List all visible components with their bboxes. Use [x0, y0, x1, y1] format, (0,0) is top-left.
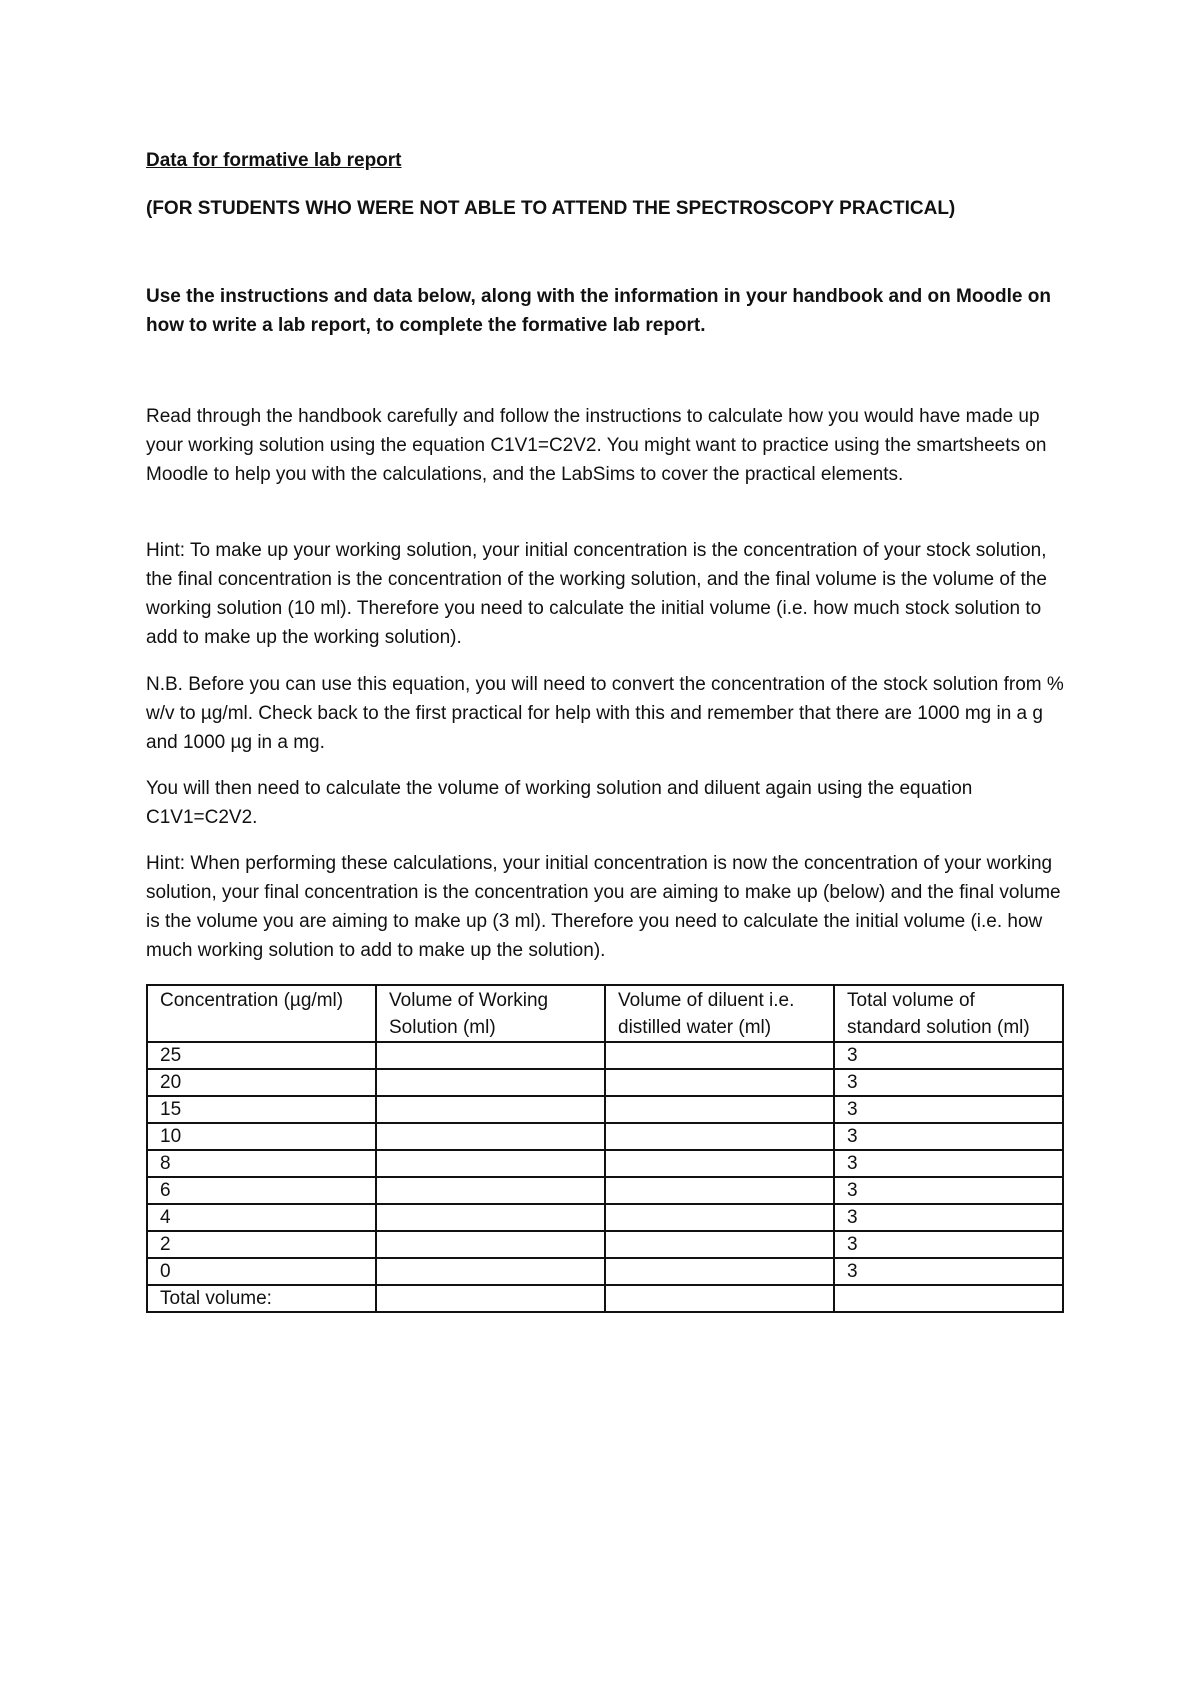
table-row [147, 1204, 1063, 1231]
column-header-diluent-volume: Volume of diluent i.e. distilled water (ml) [605, 985, 834, 1042]
concentration-table [146, 984, 1064, 1313]
table-cell: 2 [147, 1231, 376, 1258]
table-cell [605, 1042, 834, 1069]
table-cell [605, 1204, 834, 1231]
table-cell [605, 1123, 834, 1150]
table-row [147, 1150, 1063, 1177]
table-row [147, 1042, 1063, 1069]
table-cell [376, 1069, 605, 1096]
note-paragraph: N.B. Before you can use this equation, you will need to convert the concentration of the stock solution from % w/v to µg/ml. Check back to the first practical for help with this and remember that there are 1000 mg in a g and 1000 µg in a mg. [146, 674, 1064, 753]
table-cell: 6 [147, 1177, 376, 1204]
table-cell: 3 [834, 1150, 1063, 1177]
table-cell: 3 [834, 1177, 1063, 1204]
table-cell: 4 [147, 1204, 376, 1231]
table-cell: 25 [147, 1042, 376, 1069]
column-header-total-volume: Total volume of standard solution (ml) [834, 985, 1063, 1042]
column-header-concentration: Concentration (µg/ml) [147, 985, 376, 1042]
table-row [147, 1069, 1063, 1096]
table-cell: 8 [147, 1150, 376, 1177]
table-row [147, 1123, 1063, 1150]
table-cell: 3 [834, 1231, 1063, 1258]
table-cell [376, 1042, 605, 1069]
table-row [147, 1258, 1063, 1285]
hint-paragraph: Hint: When performing these calculations, your initial concentration is now the concentration of your working solution, your final concentration is the concentration you are aiming to make up (below) and the final volume is the volume you are aiming to make up (3 ml). Therefore you need to calculate the initial volume (i.e. how much working solution to add to make up the solution). [146, 853, 1061, 961]
table-cell: 15 [147, 1096, 376, 1123]
table-cell [605, 1096, 834, 1123]
table-cell [376, 1285, 605, 1312]
table-total-row [147, 1285, 1063, 1312]
table-cell [376, 1204, 605, 1231]
hint-paragraph: Hint: To make up your working solution, your initial concentration is the concentration of your stock solution, the final concentration is the concentration of the working solution, and the final volume is the volume of the working solution (10 ml). Therefore you need to calculate the initial volume (i.e. how much stock solution to add to make up the working solution). [146, 540, 1047, 648]
table-cell [605, 1177, 834, 1204]
table-row [147, 1096, 1063, 1123]
table-cell [834, 1285, 1063, 1312]
table-cell: 3 [834, 1258, 1063, 1285]
table-cell [605, 1258, 834, 1285]
table-cell: 3 [834, 1042, 1063, 1069]
table-cell: 3 [834, 1123, 1063, 1150]
table-cell: 3 [834, 1069, 1063, 1096]
table-cell [605, 1069, 834, 1096]
table-cell: 10 [147, 1123, 376, 1150]
table-cell: 20 [147, 1069, 376, 1096]
document-subtitle: (FOR STUDENTS WHO WERE NOT ABLE TO ATTEND THE SPECTROSCOPY PRACTICAL) [146, 198, 956, 219]
table-header-row [147, 985, 1063, 1042]
instruction-paragraph: Read through the handbook carefully and follow the instructions to calculate how you would have made up your working solution using the equation C1V1=C2V2. You might want to practice using the smartsheets on Moodle to help you with the calculations, and the LabSims to cover the practical elements. [146, 406, 1047, 485]
table-cell [376, 1150, 605, 1177]
table-cell: 0 [147, 1258, 376, 1285]
table-cell [376, 1177, 605, 1204]
table-cell [605, 1231, 834, 1258]
table-cell [376, 1258, 605, 1285]
table-cell: 3 [834, 1096, 1063, 1123]
column-header-working-volume: Volume of Working Solution (ml) [376, 985, 605, 1042]
table-cell [376, 1096, 605, 1123]
table-row [147, 1177, 1063, 1204]
table-row [147, 1231, 1063, 1258]
table-cell [605, 1285, 834, 1312]
intro-paragraph: Use the instructions and data below, along with the information in your handbook and on Moodle on how to write a lab report, to complete the formative lab report. [146, 286, 1051, 336]
instruction-paragraph: You will then need to calculate the volume of working solution and diluent again using the equation C1V1=C2V2. [146, 778, 973, 828]
table-cell [605, 1150, 834, 1177]
table-cell [376, 1231, 605, 1258]
table-cell: 3 [834, 1204, 1063, 1231]
table-cell [376, 1123, 605, 1150]
document-title: Data for formative lab report [146, 150, 402, 171]
table-cell: Total volume: [147, 1285, 376, 1312]
